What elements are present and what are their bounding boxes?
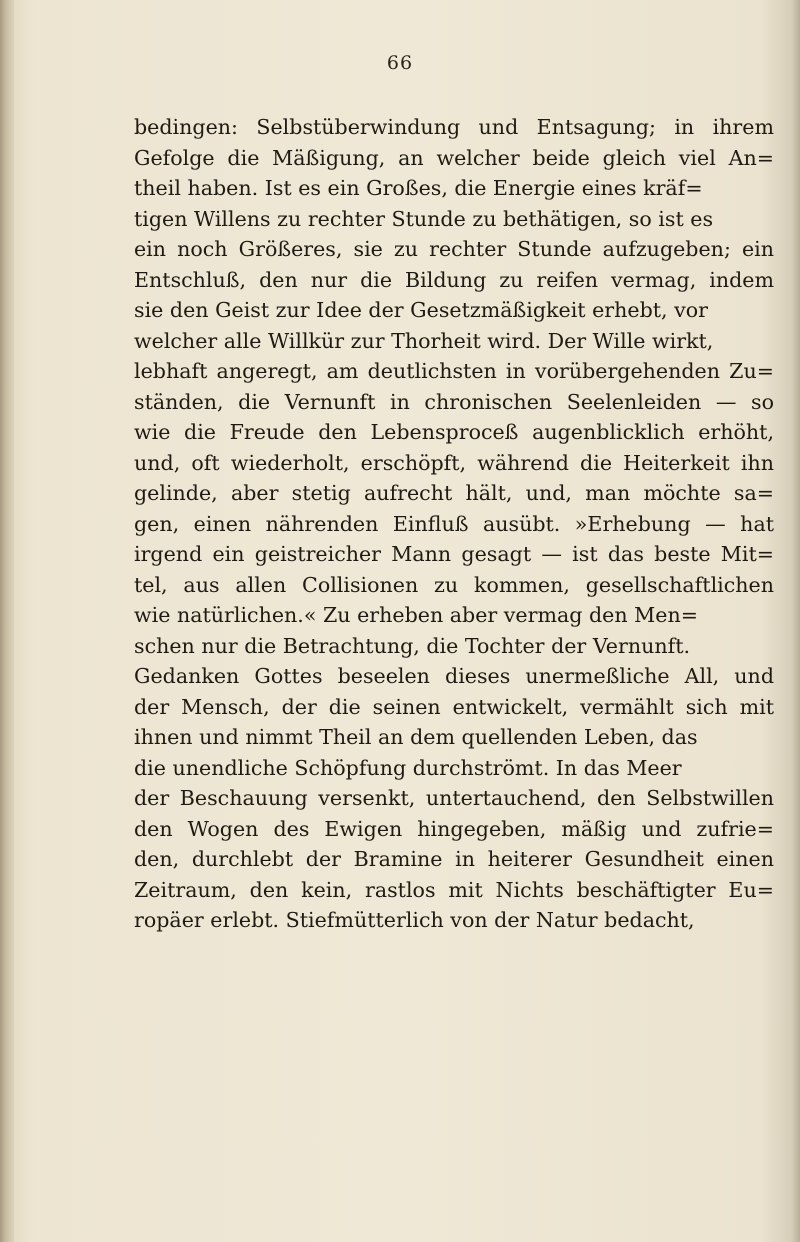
text-line: und, oft wiederholt, erschöpft, während die Heiterkeit ihn bbox=[134, 450, 774, 475]
text-line: irgend ein geistreicher Mann gesagt — ist das beste Mit= bbox=[134, 542, 774, 566]
body-text bbox=[134, 112, 774, 936]
page-right-edge bbox=[792, 0, 800, 1242]
text-line: der Mensch, der die seinen entwickelt, vermählt sich mit bbox=[134, 694, 774, 719]
text-line: gen, einen nährenden Einfluß ausübt. »Erhebung — hat bbox=[134, 511, 774, 536]
text-line: Zeitraum, den kein, rastlos mit Nichts beschäftigter Eu= bbox=[134, 877, 774, 902]
text-line: ihnen und nimmt Theil an dem quellenden Leben, das bbox=[134, 725, 698, 749]
text-line: wie natürlichen.« Zu erheben aber vermag den Men= bbox=[134, 603, 698, 627]
text-line: ständen, die Vernunft in chronischen Seelenleiden — so bbox=[134, 389, 774, 414]
text-line: bedingen: Selbstüberwindung und Entsagung; in ihrem bbox=[134, 115, 774, 139]
text-line: wie die Freude den Lebensproceß augenblicklich erhöht, bbox=[134, 420, 774, 444]
book-binding-edge bbox=[0, 0, 14, 1242]
text-line: tel, aus allen Collisionen zu kommen, gesellschaftlichen bbox=[134, 572, 774, 597]
text-line: den Wogen des Ewigen hingegeben, mäßig und zufrie= bbox=[134, 816, 774, 841]
text-line: der Beschauung versenkt, untertauchend, den Selbstwillen bbox=[134, 786, 774, 810]
text-line: gelinde, aber stetig aufrecht hält, und, man möchte sa= bbox=[134, 481, 774, 505]
text-line: den, durchlebt der Bramine in heiterer Gesundheit einen bbox=[134, 847, 774, 871]
text-line: ropäer erlebt. Stiefmütterlich von der Natur bedacht, bbox=[134, 908, 695, 932]
text-line: theil haben. Ist es ein Großes, die Energie eines kräf= bbox=[134, 176, 703, 200]
text-line: sie den Geist zur Idee der Gesetzmäßigkeit erhebt, vor bbox=[134, 298, 709, 322]
text-line: Gedanken Gottes beseelen dieses unermeßliche All, und bbox=[134, 664, 774, 688]
text-line: welcher alle Willkür zur Thorheit wird. Der Wille wirkt, bbox=[134, 328, 714, 353]
text-line: die unendliche Schöpfung durchströmt. In das Meer bbox=[134, 755, 682, 780]
text-line: tigen Willens zu rechter Stunde zu bethätigen, so ist es bbox=[134, 206, 714, 231]
text-line: Entschluß, den nur die Bildung zu reifen vermag, indem bbox=[134, 267, 774, 292]
text-line: Gefolge die Mäßigung, an welcher beide gleich viel An= bbox=[134, 145, 774, 170]
text-line: schen nur die Betrachtung, die Tochter der Vernunft. bbox=[134, 633, 691, 658]
text-line: ein noch Größeres, sie zu rechter Stunde aufzugeben; ein bbox=[134, 237, 774, 261]
page-number: 66 bbox=[386, 52, 414, 74]
text-line: lebhaft angeregt, am deutlichsten in vorübergehenden Zu= bbox=[134, 359, 774, 383]
